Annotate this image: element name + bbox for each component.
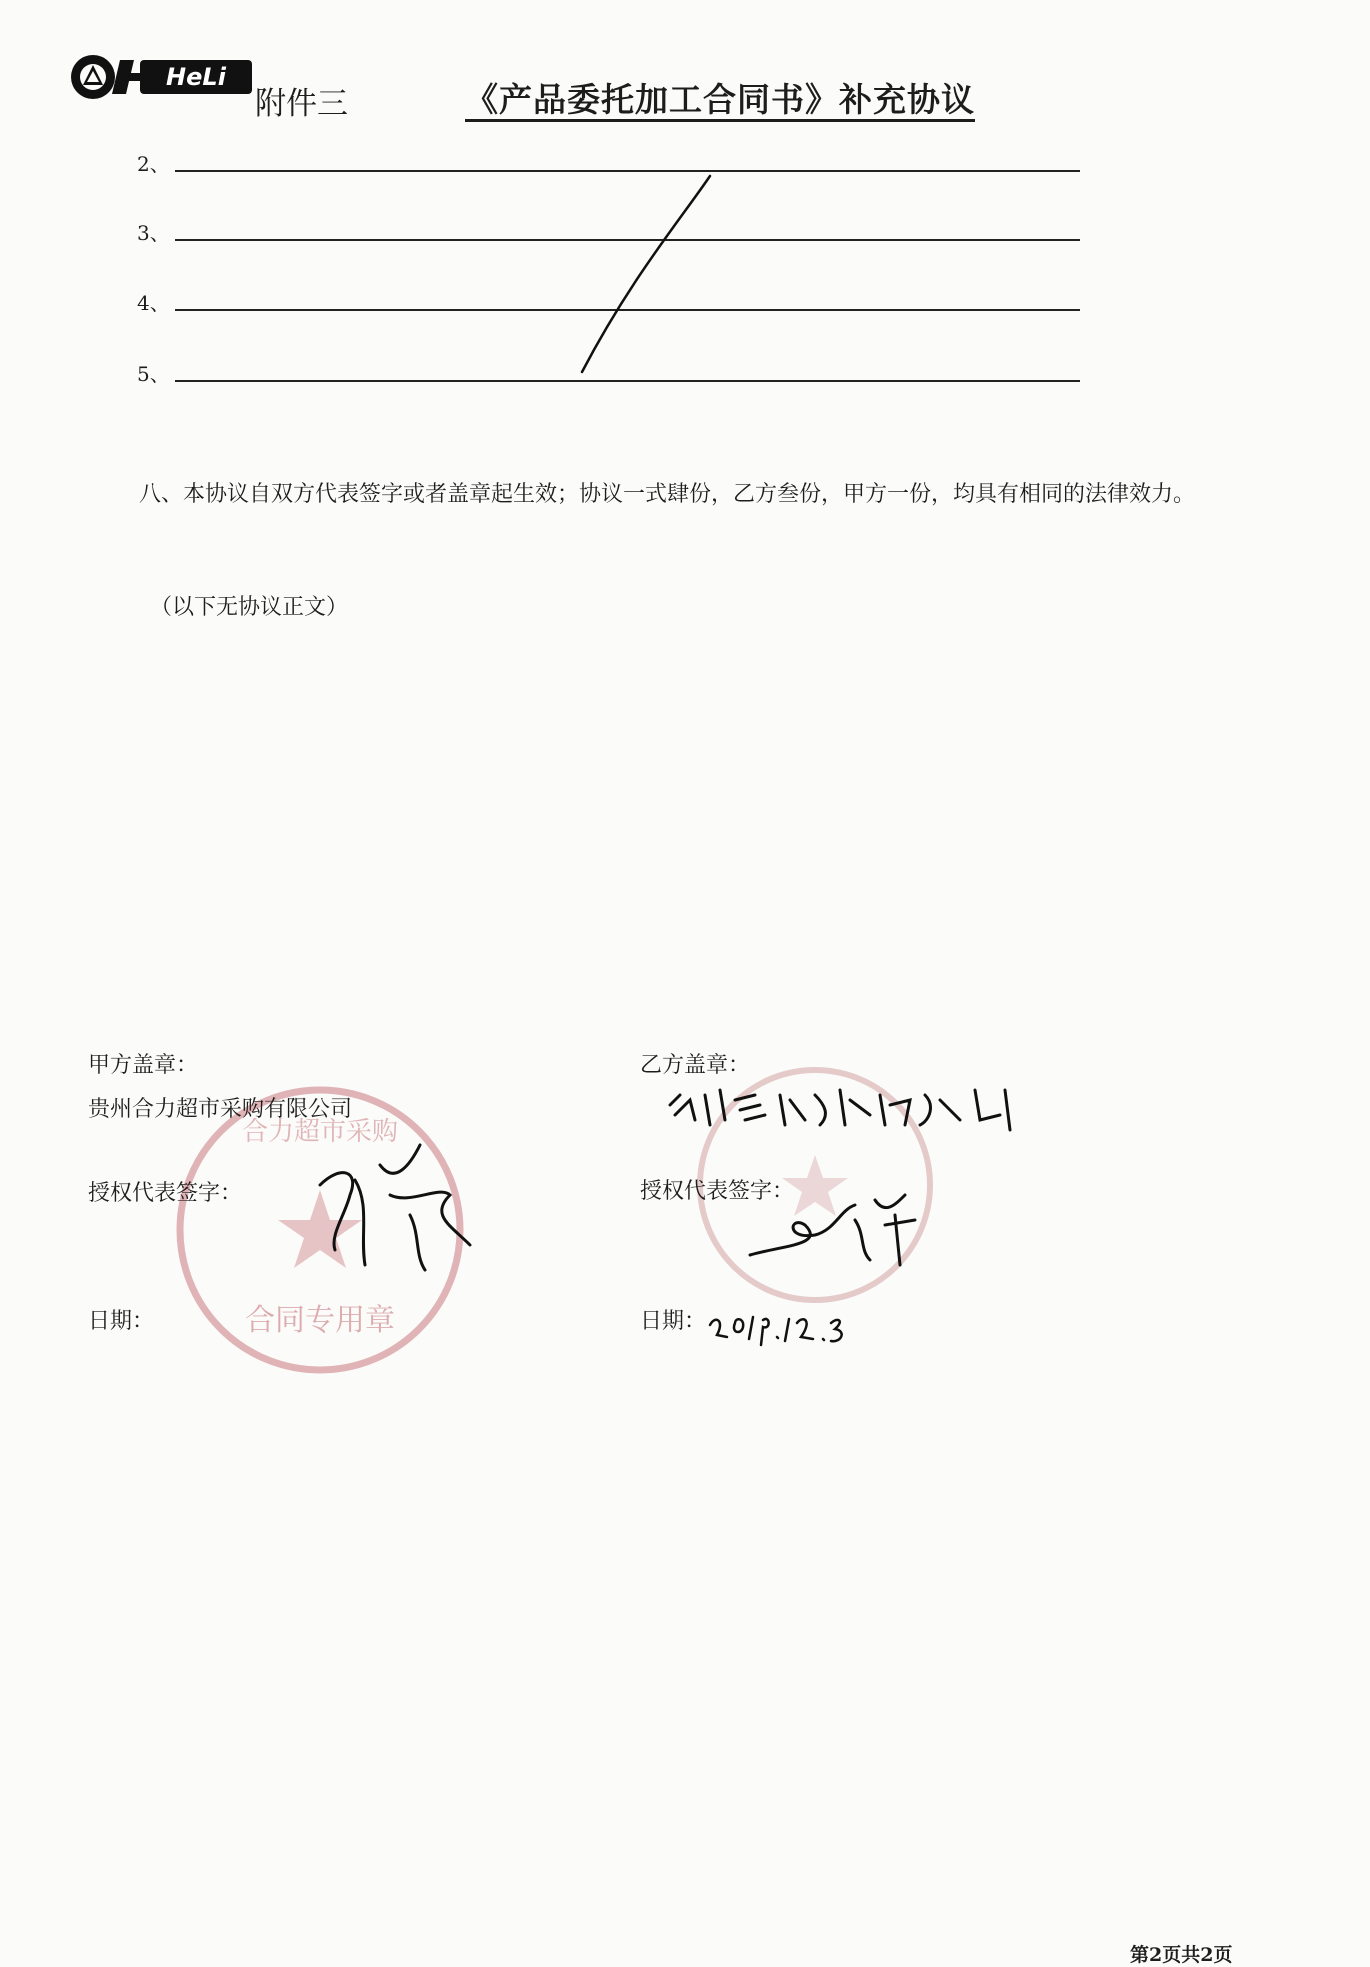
party-b-handwritten-company	[665, 1075, 1025, 1135]
clause-eight: 八、本协议自双方代表签字或者盖章起生效；协议一式肆份，乙方叁份，甲方一份，均具有相同的法律效力。	[139, 482, 1196, 507]
party-b-seal-label: 乙方盖章：	[640, 1053, 751, 1078]
item-number: 4、	[137, 291, 170, 315]
party-a-seal-label: 甲方盖章：	[88, 1053, 199, 1078]
svg-text:HeLi: HeLi	[166, 63, 226, 91]
item-number: 5、	[137, 362, 170, 386]
party-a-sign-label: 授权代表签字：	[88, 1181, 243, 1206]
party-a-date-label: 日期：	[88, 1309, 155, 1334]
item-number: 2、	[137, 152, 170, 176]
blank-line	[175, 380, 1080, 382]
item-number: 3、	[137, 221, 170, 245]
party-b-handwritten-date	[705, 1305, 865, 1350]
party-b-signature	[745, 1185, 925, 1270]
no-further-text: （以下无协议正文）	[150, 595, 349, 620]
page-number: 第2页共2页	[1130, 1944, 1233, 1966]
party-b-sign-label: 授权代表签字：	[640, 1179, 795, 1204]
svg-text:合同专用章: 合同专用章	[245, 1303, 395, 1338]
heli-logo	[68, 52, 268, 102]
party-b-date-label: 日期：	[640, 1309, 707, 1334]
party-a-signature	[300, 1125, 480, 1275]
svg-text:合力超市采购: 合力超市采购	[241, 1117, 399, 1147]
document-title: 《产品委托加工合同书》补充协议	[465, 80, 975, 119]
strike-through-mark	[570, 170, 720, 380]
party-a-company: 贵州合力超市采购有限公司	[88, 1097, 353, 1122]
annex-label: 附件三	[255, 86, 348, 122]
